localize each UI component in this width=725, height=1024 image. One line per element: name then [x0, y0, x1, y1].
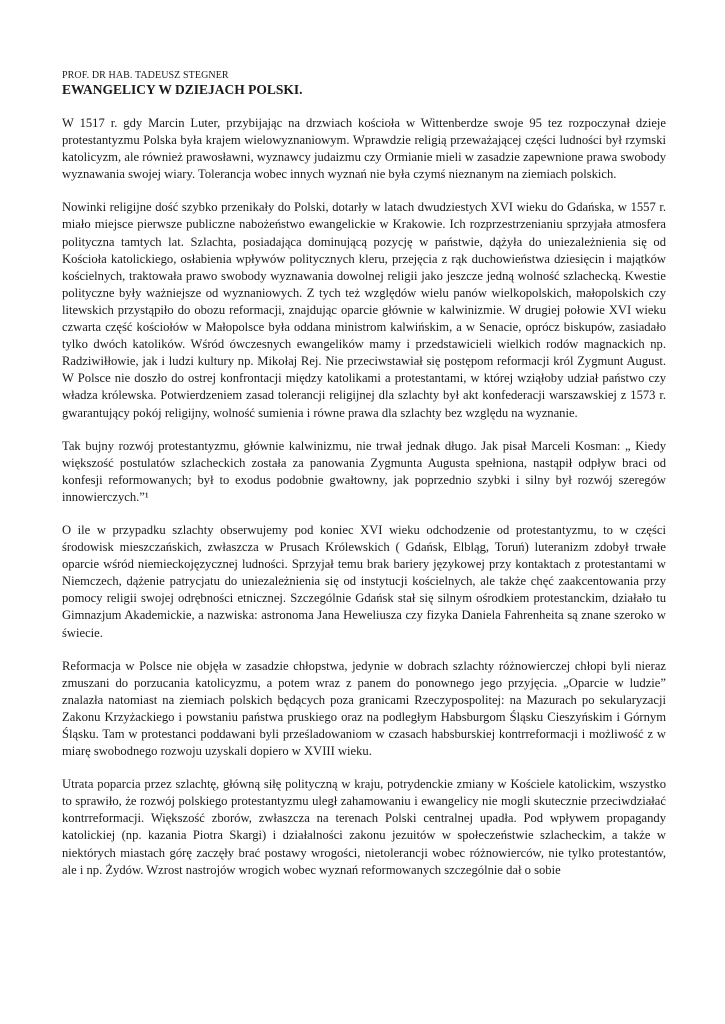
paragraph-4: O ile w przypadku szlachty obserwujemy pod koniec XVI wieku odchodzenie od protestantyzmu, to w części środowisk mieszczańskich, zwłaszcza w Prusach Królewskich ( Gdańsk, Elbląg, Toruń) luteranizm zdobył trwałe oparcie wśród niemieckojęzycznej ludności. Sprzyjał temu brak bariery językowej przy kontaktach z protestantami w Niemczech, dążenie patrycjatu do uniezależnienia się od instytucji kościelnych, ale także chęć zaakcentowania przy pomocy religii swojej odrębności etnicznej. Szczególnie Gdańsk stał się silnym ośrodkiem protestanckim, działało tu Gimnazjum Akademickie, a nazwiska: astronoma Jana Heweliusza czy fizyka Daniela Fahrenheita są znane szeroko w świecie. [62, 522, 666, 640]
paragraph-3: Tak bujny rozwój protestantyzmu, głównie kalwinizmu, nie trwał jednak długo. Jak pisał Marceli Kosman: „ Kiedy większość postulatów szlacheckich została za panowania Zygmunta Augusta spełniona, nastąpił odpływ braci od konfesji reformowanych; był to exodus podobnie gwałtowny, jak poprzednio szybki i silny był rozwój szeregów innowierczych.”¹ [62, 438, 666, 504]
author-line: PROF. DR HAB. TADEUSZ STEGNER [62, 70, 229, 81]
paragraph-1: W 1517 r. gdy Marcin Luter, przybijając na drzwiach kościoła w Wittenberdze swoje 95 tez rozpoczynał dzieje protestantyzmu Polska była krajem wielowyznaniowym. Wprawdzie religią przeważającej części ludności był rzymski katolicyzm, ale również prawosławni, wyznawcy judaizmu czy Ormianie mieli w zasadzie zapewnione prawa swobody wyznawania swojej wiary. Tolerancja wobec innych wyznań nie była czymś nieznanym na ziemiach polskich. [62, 116, 666, 182]
paragraph-2: Nowinki religijne dość szybko przenikały do Polski, dotarły w latach dwudziestych XVI wieku do Gdańska, w 1557 r. miało miejsce pierwsze publiczne nabożeństwo ewangelickie w Krakowie. Ich rozprzestrzenianiu sprzyjała atmosfera polityczna tamtych lat. Szlachta, posiadająca dominującą pozycję w państwie, dążyła do uniezależnienia się od Kościoła katolickiego, osłabienia wpływów politycznych kleru, przejęcia z rąk duchowieństwa dziesięcin i majątków kościelnych, traktowała prawo swobody wyznawania dowolnej religii jako jeszcze jedną wolność szlachecką. Kwestie polityczne były ważniejsze od wyznaniowych. Z tych też względów wielu panów wielkopolskich, małopolskich czy litewskich przystąpiło do obozu reformacji, znajdując oparcie głównie w kalwinizmie. W drugiej połowie XVI wieku czwarta część kościołów w Małopolsce była oddana ministrom kalwińskim, a w Senacie, oprócz biskupów, zasiadało tylko dwóch katolików. Wśród ówczesnych ewangelików mamy i przedstawicieli wielkich rodów magnackich np. Radziwiłłowie, jak i ludzi kultury np. Mikołaj Rej. Nie przeciwstawiał się postępom reformacji król Zygmunt August. W Polsce nie doszło do ostrej konfrontacji między katolikami a protestantami, w której wziąłoby udział państwo czy władza królewska. Potwierdzeniem zasad tolerancji religijnej dla szlachty był akt konfederacji warszawskiej z 1573 r. gwarantujący pokój religijny, wolność sumienia i równe prawa dla szlachty bez względu na wyznanie. [62, 200, 666, 420]
paragraph-5: Reformacja w Polsce nie objęła w zasadzie chłopstwa, jedynie w dobrach szlachty różnowierczej chłopi byli nieraz zmuszani do porzucania katolicyzmu, a potem wraz z panem do ponownego jego przyjęcia. „Oparcie w ludzie” znalazła natomiast na ziemiach polskich będących poza granicami Rzeczypospolitej: na Mazurach po sekularyzacji Zakonu Krzyżackiego i powstaniu państwa pruskiego oraz na podległym Habsburgom Śląsku Cieszyńskim i Górnym Śląsku. Tam w protestanci poddawani byli prześladowaniom w czasach habsburskiej kontrreformacji i możliwość z w miarę swobodnego rozwoju uzyskali dopiero w XVIII wieku. [62, 658, 666, 759]
document-title: EWANGELICY W DZIEJACH POLSKI. [62, 82, 303, 97]
document-page [62, 70, 666, 895]
paragraph-6: Utrata poparcia przez szlachtę, główną siłę polityczną w kraju, potrydenckie zmiany w Kościele katolickim, wszystko to sprawiło, że rozwój polskiego protestantyzmu uległ zahamowaniu i ewangelicy nie mogli skutecznie przeciwdziałać kontrreformacji. Większość zborów, zwłaszcza na terenach Polski centralnej upadła. Pod wpływem propagandy katolickiej (np. kazania Piotra Skargi) i działalności zakonu jezuitów w społeczeństwie szlacheckim, a także w niektórych miastach górę zaczęły brać postawy wrogości, nietolerancji wobec różnowierców, nie tylko protestantów, ale i np. Żydów. Wzrost nastrojów wrogich wobec wyznań reformowanych szczególnie dał o sobie [62, 777, 666, 877]
